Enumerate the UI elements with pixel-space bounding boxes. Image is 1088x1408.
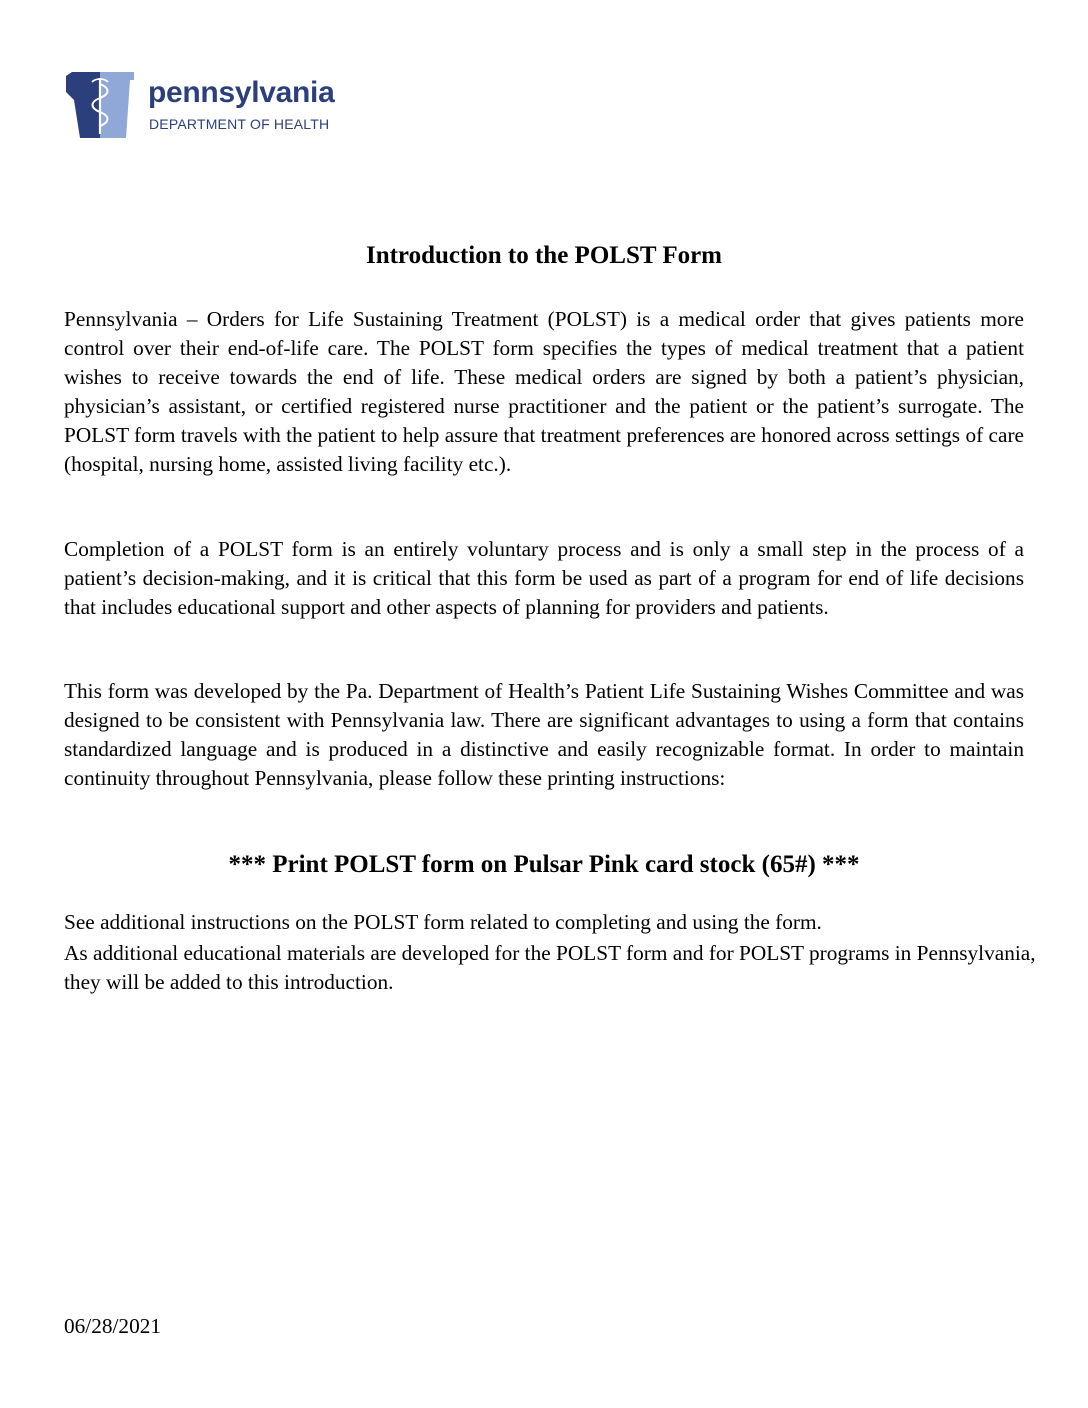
- paragraph-polst-overview: Pennsylvania – Orders for Life Sustaining Treatment (POLST) is a medical order that gives patients more control over their end-of-life care. The POLST form specifies the types of medical treatment that a patient wishes to receive towards the end of life. These medical orders are signed by both a patient’s physician, physician’s assistant, or certified registered nurse practitioner and the patient or the patient’s surrogate. The POLST form travels with the patient to help assure that treatment preferences are honored across settings of care (hospital, nursing home, assisted living facility etc.).: [64, 307, 1024, 476]
- department-name: DEPARTMENT OF HEALTH: [149, 116, 330, 132]
- brand-name: pennsylvania: [148, 76, 335, 109]
- keystone-logo-icon: [64, 70, 140, 142]
- additional-instructions-text: See additional instructions on the POLST form related to completing and using the form.: [64, 910, 822, 934]
- pa-doh-logo: [64, 70, 364, 142]
- document-date: 06/28/2021: [64, 1314, 162, 1338]
- paragraph-voluntary-process: Completion of a POLST form is an entirely voluntary process and is only a small step in the process of a patient’s decision-making, and it is critical that this form be used as part of a program for end of life decisions that includes educational support and other aspects of planning for providers and patients.: [64, 537, 1024, 619]
- paragraph-form-development: This form was developed by the Pa. Department of Health’s Patient Life Sustaining Wishes Committee and was designed to be consistent with Pennsylvania law. There are significant advantages to using a form that contains standardized language and is produced in a distinctive and easily recognizable format. In order to maintain continuity throughout Pennsylvania, please follow these printing instructions:: [64, 679, 1024, 790]
- print-instruction-heading: *** Print POLST form on Pulsar Pink card stock (65#) ***: [228, 851, 860, 878]
- additional-materials-text: As additional educational materials are developed for the POLST form and for POLST programs in Pennsylvania, they will be added to this introduction.: [64, 941, 1036, 994]
- document-title: Introduction to the POLST Form: [365, 242, 723, 269]
